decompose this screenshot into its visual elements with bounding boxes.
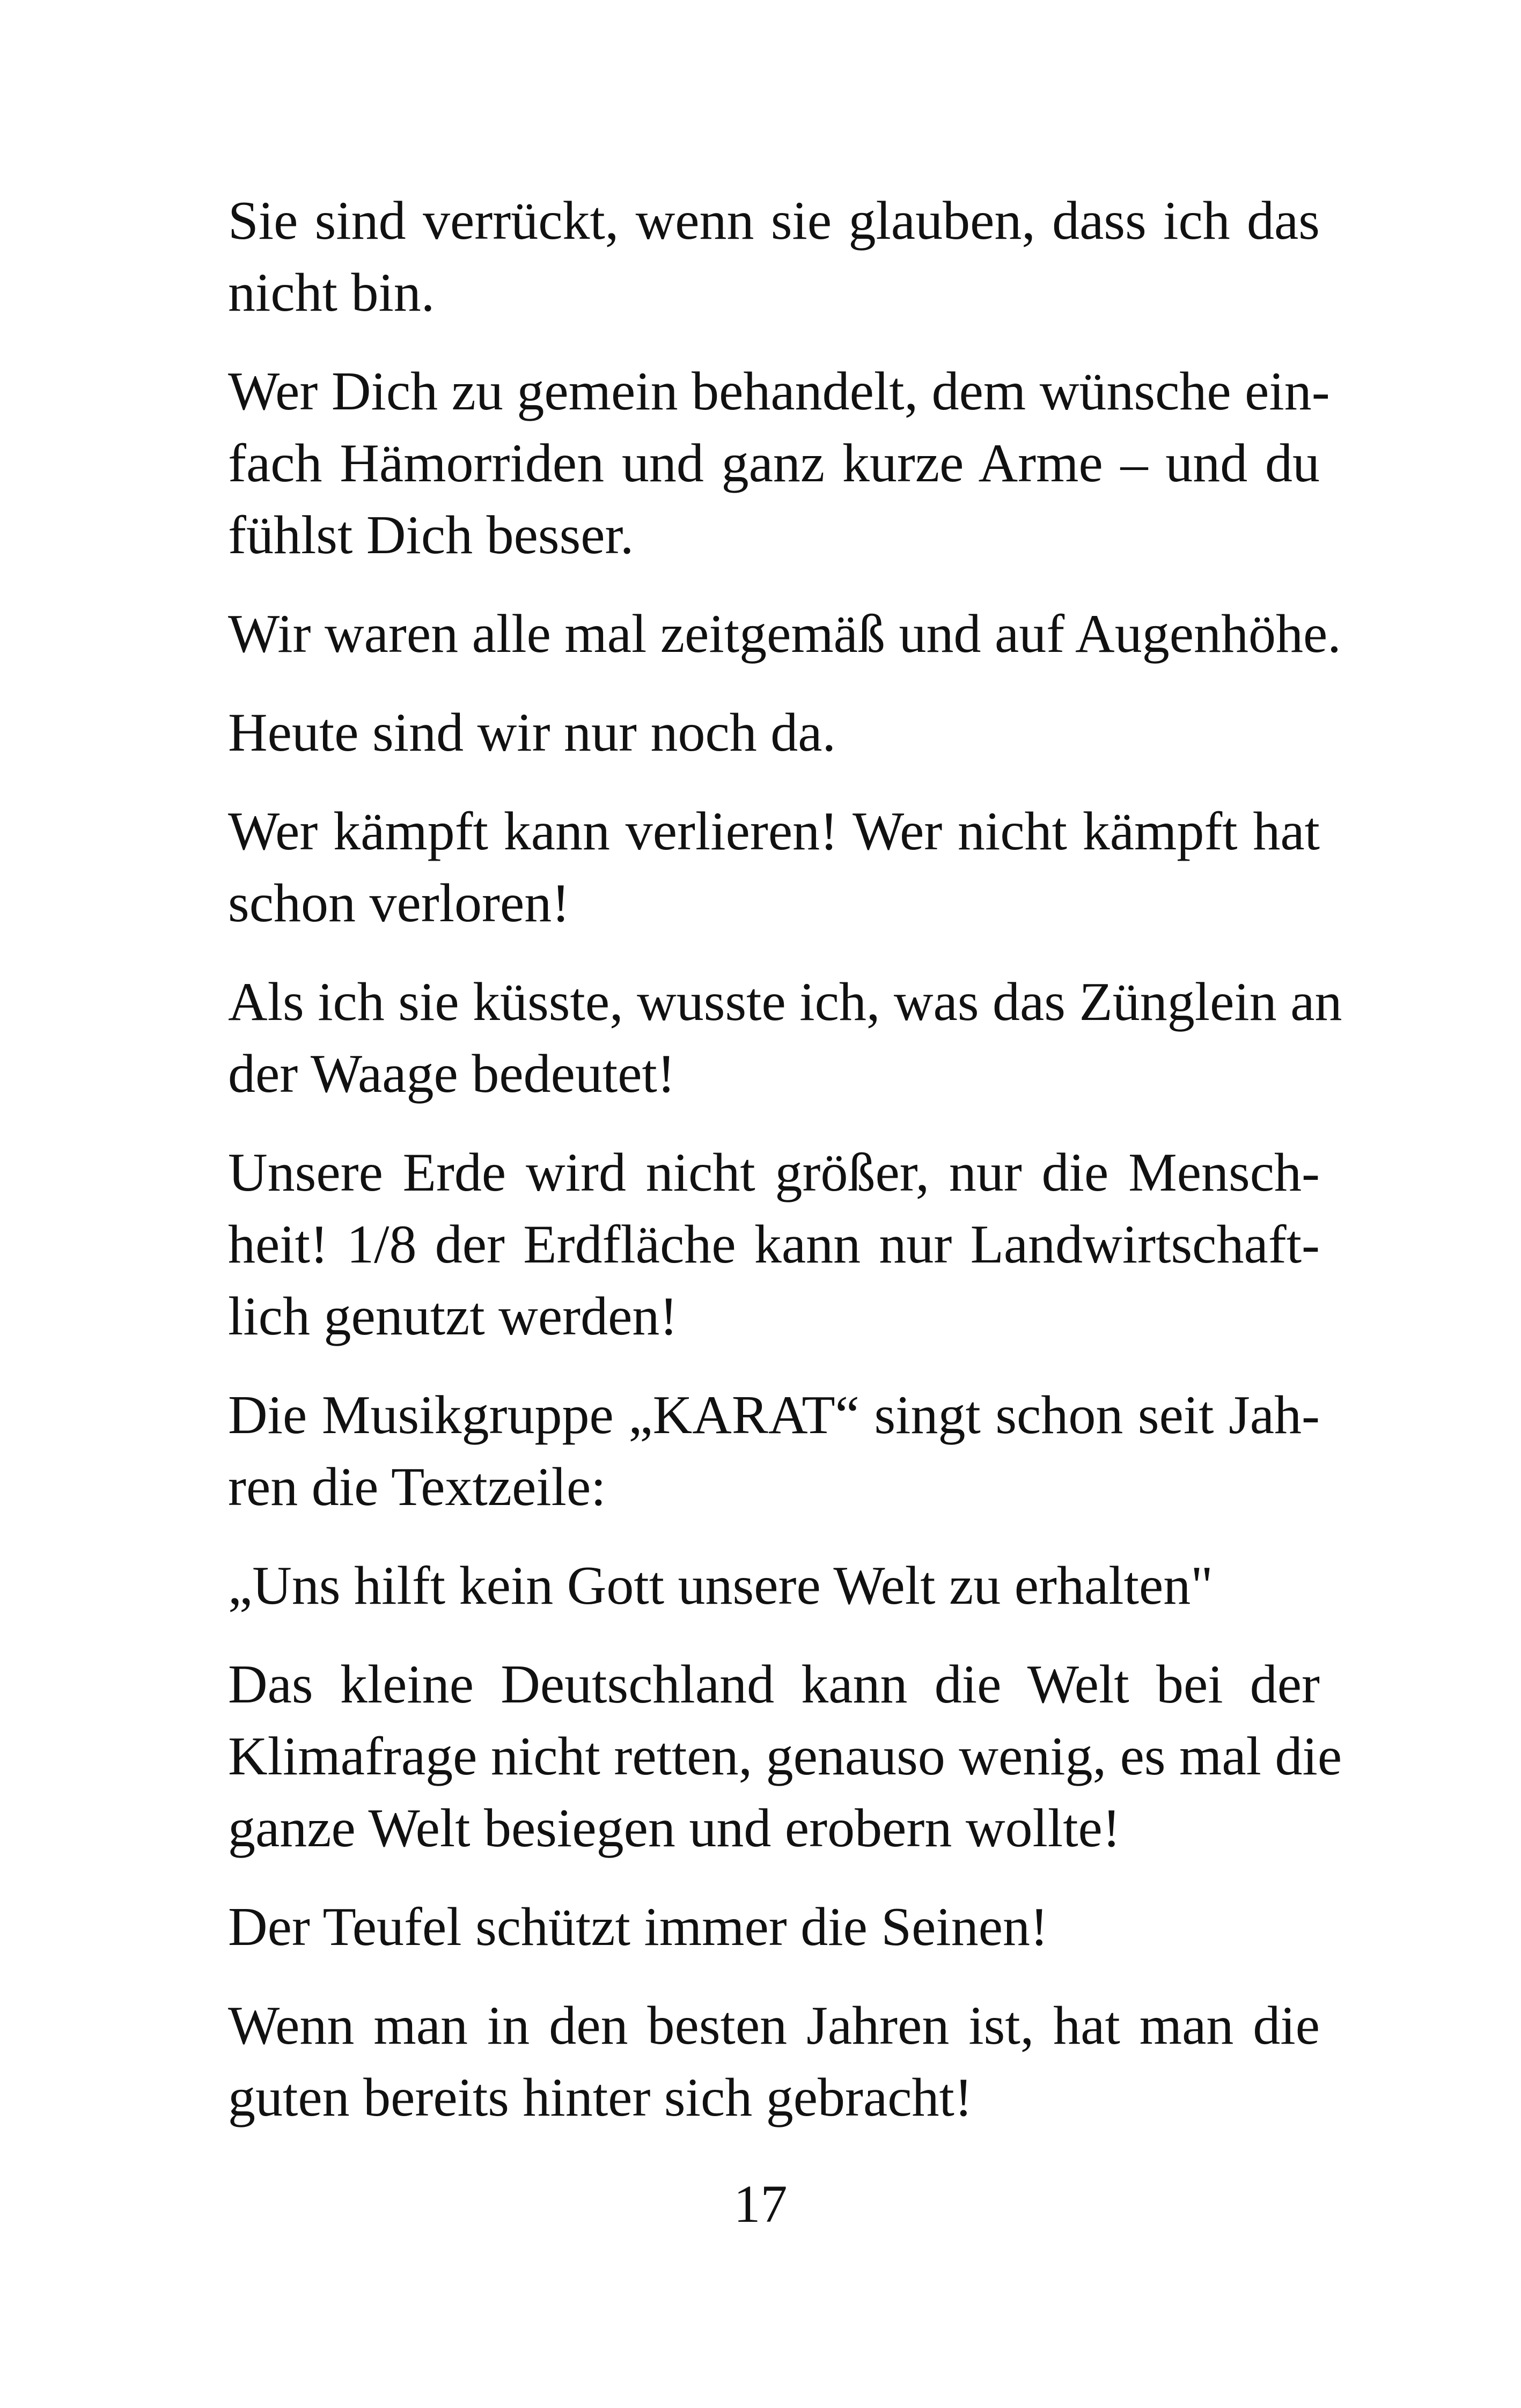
text-line: Wenn man in den besten Jahren ist, hat man die bbox=[228, 1995, 1320, 2056]
page-number: 17 bbox=[733, 2174, 788, 2234]
paragraph bbox=[228, 796, 1320, 939]
paragraph bbox=[228, 697, 1320, 769]
paragraph bbox=[228, 1990, 1320, 2134]
paragraph bbox=[228, 1649, 1342, 1864]
text-line: Wer Dich zu gemein behandelt, dem wünsche ein- bbox=[228, 361, 1330, 422]
text-line: Das kleine Deutschland kann die Welt bei der bbox=[228, 1654, 1320, 1715]
text-line: nicht bin. bbox=[228, 262, 435, 323]
text-line: schon verloren! bbox=[228, 873, 570, 934]
paragraph bbox=[228, 1379, 1320, 1523]
paragraph bbox=[228, 966, 1342, 1110]
text-line: Sie sind verrückt, wenn sie glauben, dass ich das bbox=[228, 190, 1320, 251]
text-line: ganze Welt besiegen und erobern wollte! bbox=[228, 1798, 1121, 1859]
body-text bbox=[228, 185, 1342, 2161]
text-line: Wer kämpft kann verlieren! Wer nicht kämpft hat bbox=[228, 801, 1320, 862]
text-line: der Waage bedeutet! bbox=[228, 1044, 675, 1104]
paragraph bbox=[228, 1550, 1320, 1622]
paragraph bbox=[228, 1137, 1320, 1353]
text-line: ren die Textzeile: bbox=[228, 1457, 606, 1517]
text-line: Der Teufel schützt immer die Seinen! bbox=[228, 1897, 1048, 1957]
text-line: Unsere Erde wird nicht größer, nur die Mensch- bbox=[228, 1142, 1320, 1203]
text-line: heit! 1/8 der Erdfläche kann nur Landwirtschaft- bbox=[228, 1214, 1320, 1275]
text-line: lich genutzt werden! bbox=[228, 1286, 678, 1347]
text-line: fach Hämorriden und ganz kurze Arme – und du bbox=[228, 433, 1320, 494]
paragraph bbox=[228, 356, 1330, 571]
text-line: Heute sind wir nur noch da. bbox=[228, 702, 836, 763]
paragraph bbox=[228, 1891, 1320, 1963]
text-line: Wir waren alle mal zeitgemäß und auf Augenhöhe. bbox=[228, 604, 1341, 664]
text-line: fühlst Dich besser. bbox=[228, 505, 634, 566]
text-line: Die Musikgruppe „KARAT“ singt schon seit Jah- bbox=[228, 1385, 1320, 1445]
text-line: „Uns hilft kein Gott unsere Welt zu erhalten" bbox=[228, 1555, 1213, 1616]
paragraph bbox=[228, 598, 1341, 670]
text-line: Als ich sie küsste, wusste ich, was das Zünglein an bbox=[228, 972, 1342, 1032]
paragraph bbox=[228, 185, 1320, 329]
text-line: Klimafrage nicht retten, genauso wenig, es mal die bbox=[228, 1726, 1342, 1787]
text-line: guten bereits hinter sich gebracht! bbox=[228, 2067, 973, 2128]
